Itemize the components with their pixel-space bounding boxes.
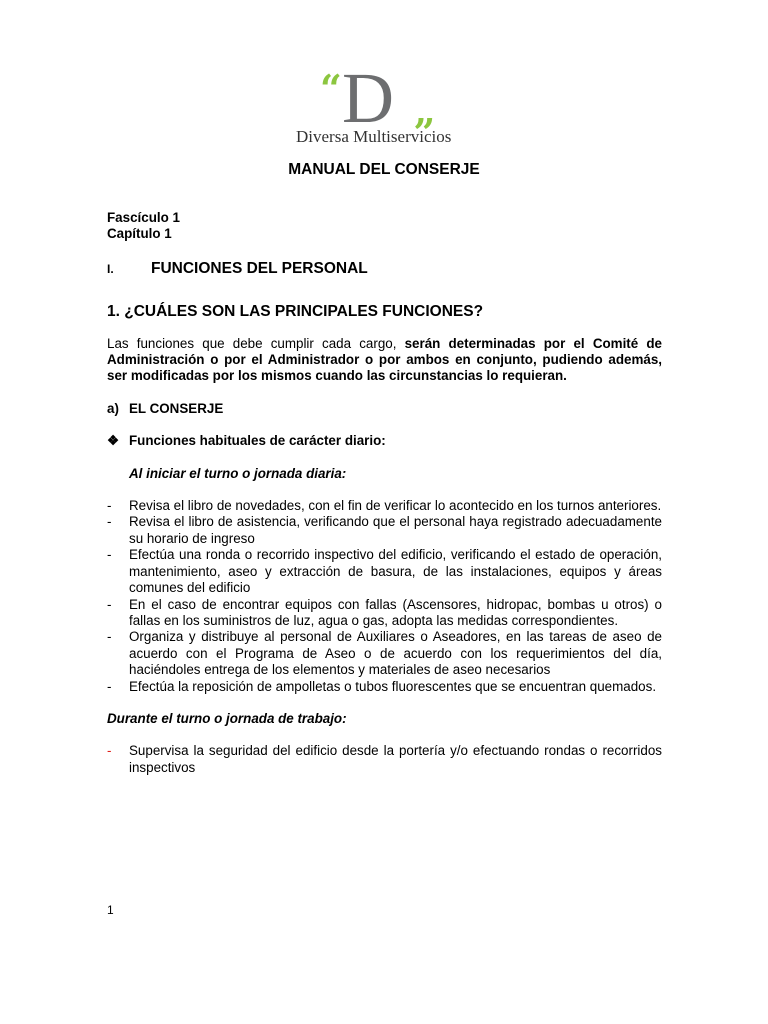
question-heading: 1. ¿CUÁLES SON LAS PRINCIPALES FUNCIONES? xyxy=(107,303,484,321)
red-dash-marker: - xyxy=(107,743,112,759)
intro-normal-text: Las funciones que debe cumplir cada cargo, xyxy=(107,335,405,351)
section-title: FUNCIONES DEL PERSONAL xyxy=(151,259,368,277)
diamond-bullet-icon: ❖ xyxy=(107,433,120,449)
during-shift-list xyxy=(107,743,662,776)
bullet-text: Funciones habituales de carácter diario: xyxy=(129,433,386,449)
start-shift-heading: Al iniciar el turno o jornada diaria: xyxy=(129,465,347,481)
list-item: - Supervisa la seguridad del edificio desde la portería y/o efectuando rondas o recorridos inspectivos xyxy=(107,743,662,775)
list-item: - Organiza y distribuye al personal de Auxiliares o Aseadores, en las tareas de aseo de acuerdo con el Programa de Aseo o de acuerdo con los requerimientos del día, haciéndoles entrega de los elementos y materiales de aseo necesarios xyxy=(107,629,662,678)
logo-open-quote: “ xyxy=(320,66,342,111)
dash-marker: - xyxy=(107,596,112,612)
dash-marker: - xyxy=(107,514,112,530)
logo-letter: D xyxy=(342,58,394,138)
section-number: I. xyxy=(107,261,114,276)
dash-marker: - xyxy=(107,678,112,694)
logo-brand-name: Diversa Multiservicios xyxy=(296,127,452,146)
logo-close-quote: „ xyxy=(414,88,436,133)
intro-paragraph xyxy=(107,336,662,385)
list-item: - Efectúa la reposición de ampolletas o tubos fluorescentes que se encuentran quemados. xyxy=(107,678,657,694)
subsection-marker: a) xyxy=(107,400,119,416)
start-shift-list xyxy=(107,498,662,695)
section-heading xyxy=(107,261,662,277)
intro-bold-text: serán determinadas por el Comité de Administración o por el Administrador o por ambos en conjunto, pudiendo además, ser modificadas por los mismos cuando las circunstancias lo requieran. xyxy=(107,335,662,384)
capitulo-label: Capítulo 1 xyxy=(107,226,172,242)
subsection-heading xyxy=(107,401,662,417)
dash-marker: - xyxy=(107,629,112,645)
list-item: - Efectúa una ronda o recorrido inspectivo del edificio, verificando el estado de operación, mantenimiento, aseo y extracción de basura, de las instalaciones, equipos y áreas comunes del edificio xyxy=(107,547,662,596)
dash-marker: - xyxy=(107,547,112,563)
list-item: - En el caso de encontrar equipos con fallas (Ascensores, hidropac, bombas u otros) o fallas en los suministros de luz, agua o gas, adopta las medidas correspondientes. xyxy=(107,596,662,628)
page-number: 1 xyxy=(107,903,114,917)
document-title: MANUAL DEL CONSERJE xyxy=(288,161,480,178)
subsection-title: EL CONSERJE xyxy=(129,400,224,416)
dash-marker: - xyxy=(107,498,112,514)
document-body xyxy=(107,210,662,776)
company-logo xyxy=(280,58,490,152)
diamond-bullet-item xyxy=(107,433,662,449)
fasciculo-label: Fascículo 1 xyxy=(107,210,180,225)
during-shift-heading: Durante el turno o jornada de trabajo: xyxy=(107,710,347,726)
list-item: - Revisa el libro de asistencia, verificando que el personal haya registrado adecuadamente su horario de ingreso xyxy=(107,514,662,546)
list-item: - Revisa el libro de novedades, con el fin de verificar lo acontecido en los turnos anteriores. xyxy=(107,498,662,514)
